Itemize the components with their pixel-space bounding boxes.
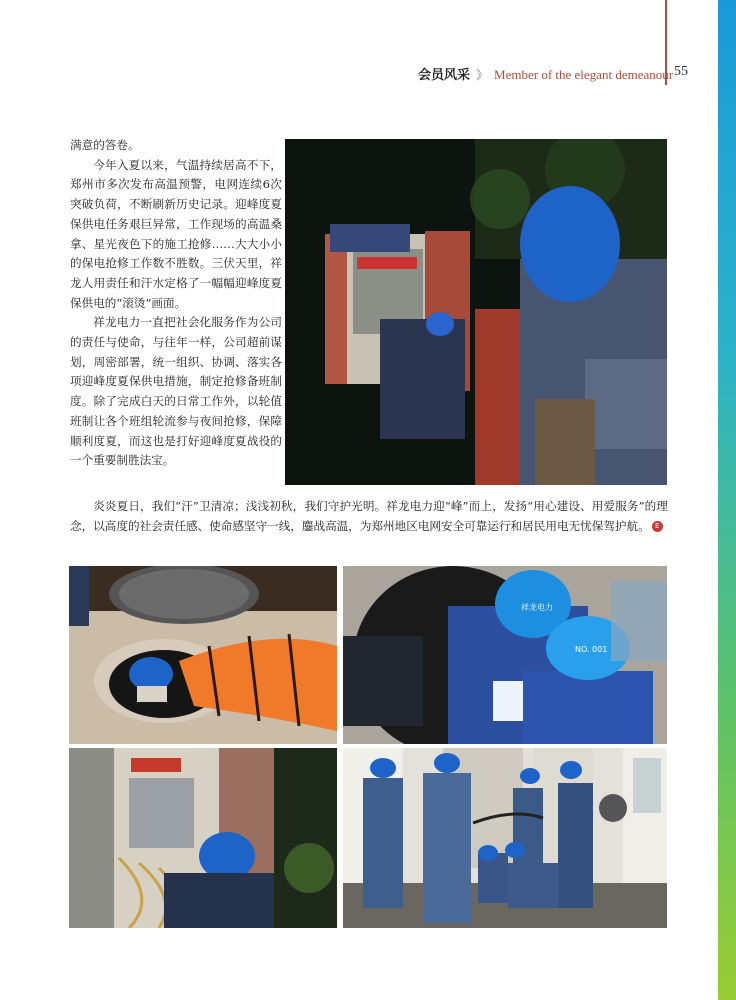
helmet-label-text: 祥龙电力 — [521, 603, 553, 612]
photo-team-indoor — [343, 748, 667, 928]
paragraph-conclusion-text: 炎炎夏日，我们“汗”卫清凉；浅浅初秋，我们守护光明。祥龙电力迎“峰”而上，发扬“用心建设、用爱服务”的理念，以高度的社会责任感、使命感坚守一线，鏖战高温，为郑州地区电网安全可靠运行和居民用电无忧保驾护航。 — [70, 499, 668, 533]
section-title-en: Member of the elegant demeanour — [494, 67, 674, 82]
chevron-icon: 》 — [476, 68, 489, 82]
article-text-column — [70, 136, 282, 471]
photo-night-cabinet-repair — [285, 139, 667, 485]
running-header — [418, 64, 688, 84]
page-number: 55 — [674, 64, 688, 79]
page-edge-color-bar — [718, 0, 736, 1000]
end-mark-icon: E — [652, 521, 663, 532]
helmet-badge-text: NO. 001 — [575, 645, 608, 654]
photo-cable-pit-workers — [343, 566, 667, 744]
paragraph-conclusion — [70, 497, 668, 536]
section-title-cn: 会员风采 — [418, 68, 471, 83]
paragraph-summer-heat: 今年入夏以来，气温持续居高不下，郑州市多次发布高温预警，电网连续6次突破负荷，不断刷新历史记录。迎峰度夏保供电任务艰巨异常，工作现场的高温桑拿、星光夜色下的施工抢修……大大小小的保电抢修工作数不胜数。三伏天里，祥龙人用责任和汗水定格了一幅幅迎峰度夏保供电的“滚烫”画面。 — [70, 157, 282, 310]
paragraph-continuation: 满意的答卷。 — [70, 138, 140, 152]
photo-manhole-ventilation — [69, 566, 337, 744]
paragraph-company-duty: 祥龙电力一直把社会化服务作为公司的责任与使命，与往年一样，公司超前谋划，周密部署，统一组织、协调、落实各项迎峰度夏保供电措施，制定抢修备班制度。除了完成白天的日常工作外，以轮值班制让各个班组轮流参与夜间抢修，保障顺利度夏，而这也是打好迎峰度夏战役的一个重要制胜法宝。 — [70, 315, 282, 468]
photo-cabinet-breakers — [69, 748, 337, 928]
